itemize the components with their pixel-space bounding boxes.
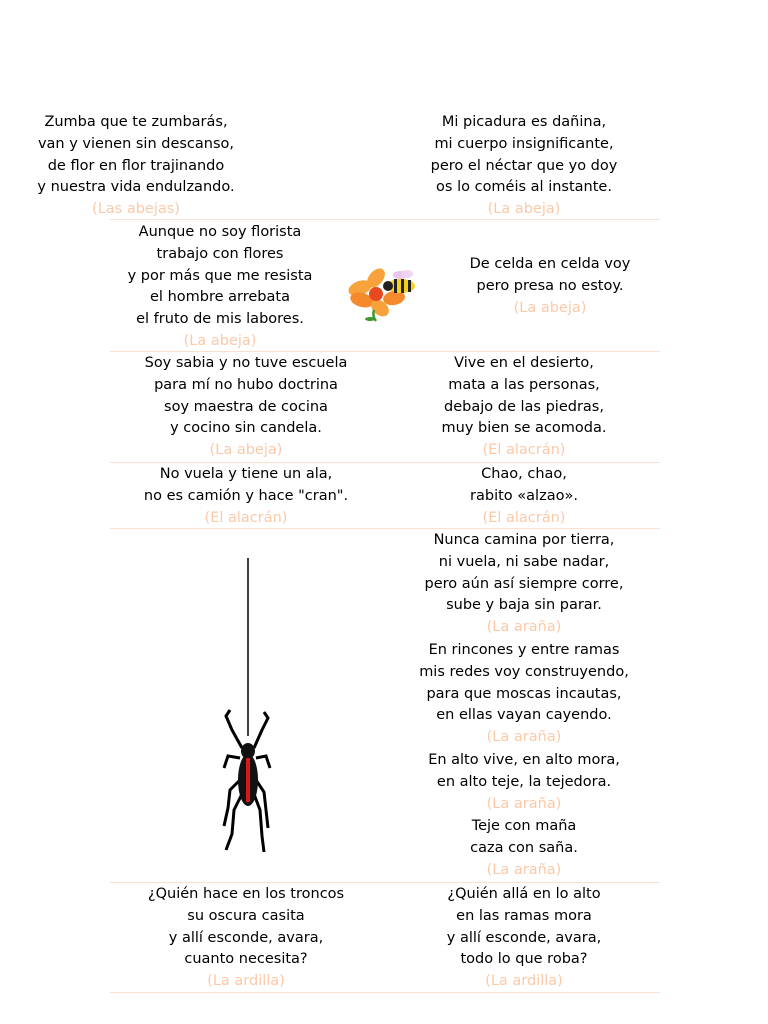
- riddle-line: de flor en flor trajinando: [47, 157, 225, 174]
- riddle-line: trabajo con flores: [156, 245, 284, 262]
- riddle-line: y cocino sin candela.: [170, 420, 322, 437]
- riddle-2: [388, 112, 660, 221]
- riddle-answer: (La araña): [486, 619, 562, 636]
- row-divider: [110, 351, 660, 352]
- riddle-line: y por más que me resista: [127, 267, 313, 284]
- riddle-answer: (La abeja): [513, 299, 587, 316]
- riddle-12: [388, 816, 660, 881]
- riddle-line: Teje con maña: [471, 818, 577, 834]
- riddle-line: no es camión y hace "cran".: [143, 487, 349, 504]
- riddle-line: para mí no hubo doctrina: [154, 376, 338, 393]
- riddle-answer: (La ardilla): [485, 973, 563, 990]
- riddle-line: en las ramas mora: [456, 907, 592, 924]
- riddle-line: pero presa no estoy.: [476, 277, 624, 294]
- riddle-14: [388, 884, 660, 993]
- riddle-line: su oscura casita: [187, 907, 305, 924]
- riddle-line: Zumba que te zumbarás,: [44, 114, 228, 130]
- bee-on-flower-icon: [346, 264, 422, 322]
- riddle-line: mis redes voy construyendo,: [419, 663, 629, 680]
- riddle-line: mi cuerpo insignificante,: [434, 135, 614, 152]
- riddle-answer: (El alacrán): [482, 509, 566, 526]
- riddle-line: muy bien se acomoda.: [441, 420, 607, 437]
- riddle-line: Mi picadura es dañina,: [441, 114, 607, 130]
- riddle-line: De celda en celda voy: [469, 256, 631, 272]
- riddle-4: [440, 254, 660, 319]
- riddle-13: [110, 884, 382, 993]
- riddle-answer: (La abeja): [487, 201, 561, 218]
- riddle-line: ¿Quién hace en los troncos: [147, 886, 345, 902]
- riddle-line: y nuestra vida endulzando.: [37, 179, 235, 196]
- riddle-9: [388, 530, 660, 639]
- riddle-line: os lo coméis al instante.: [436, 179, 612, 196]
- riddle-line: En rincones y entre ramas: [428, 642, 620, 658]
- riddle-line: y allí esconde, avara,: [168, 929, 324, 946]
- riddle-answer: (El alacrán): [204, 509, 288, 526]
- riddle-7: [110, 464, 382, 529]
- riddle-line: pero aún así siempre corre,: [424, 575, 624, 592]
- riddle-line: el hombre arrebata: [150, 289, 290, 306]
- riddle-10: [388, 640, 660, 749]
- riddle-line: y allí esconde, avara,: [446, 929, 602, 946]
- riddle-line: ni vuela, ni sabe nadar,: [438, 553, 610, 570]
- riddle-line: pero el néctar que yo doy: [430, 157, 618, 174]
- riddle-1: [0, 112, 272, 221]
- riddle-line: soy maestra de cocina: [164, 398, 328, 415]
- riddle-line: mata a las personas,: [448, 376, 600, 393]
- riddle-line: Soy sabia y no tuve escuela: [144, 355, 348, 371]
- riddle-8: [388, 464, 660, 529]
- riddle-line: para que moscas incautas,: [426, 685, 622, 702]
- riddle-3: [108, 222, 332, 353]
- riddle-answer: (La araña): [486, 795, 562, 812]
- riddle-line: debajo de las piedras,: [444, 398, 604, 415]
- riddle-line: caza con saña.: [470, 839, 578, 856]
- riddle-answer: (El alacrán): [482, 442, 566, 459]
- row-divider: [110, 882, 660, 883]
- riddle-answer: (La ardilla): [207, 973, 285, 990]
- riddle-answer: (La abeja): [209, 442, 283, 459]
- riddle-line: en alto teje, la tejedora.: [436, 773, 612, 790]
- riddle-line: van y vienen sin descanso,: [37, 135, 235, 152]
- riddle-line: todo lo que roba?: [460, 951, 588, 968]
- riddle-line: Vive en el desierto,: [454, 355, 594, 371]
- riddle-line: sube y baja sin parar.: [446, 597, 602, 614]
- row-divider: [110, 992, 660, 993]
- riddle-answer: (Las abejas): [92, 201, 180, 218]
- riddle-11: [388, 750, 660, 815]
- riddle-line: en ellas vayan cayendo.: [436, 707, 612, 724]
- row-divider: [110, 528, 660, 529]
- hanging-spider-icon: [218, 558, 274, 858]
- riddle-answer: (La abeja): [183, 332, 257, 349]
- riddle-line: Chao, chao,: [481, 466, 567, 482]
- row-divider: [110, 219, 660, 220]
- riddle-line: Nunca camina por tierra,: [433, 532, 615, 548]
- riddle-line: rabito «alzao».: [470, 487, 578, 504]
- riddle-answer: (La araña): [486, 861, 562, 878]
- riddle-line: ¿Quién allá en lo alto: [447, 886, 601, 902]
- riddle-6: [388, 353, 660, 462]
- riddle-line: Aunque no soy florista: [138, 224, 302, 240]
- riddle-line: En alto vive, en alto mora,: [428, 752, 620, 768]
- row-divider: [110, 462, 660, 463]
- riddle-line: el fruto de mis labores.: [136, 311, 304, 328]
- riddle-answer: (La araña): [486, 729, 562, 746]
- riddle-5: [110, 353, 382, 462]
- riddle-line: No vuela y tiene un ala,: [159, 466, 333, 482]
- riddle-line: cuanto necesita?: [184, 951, 308, 968]
